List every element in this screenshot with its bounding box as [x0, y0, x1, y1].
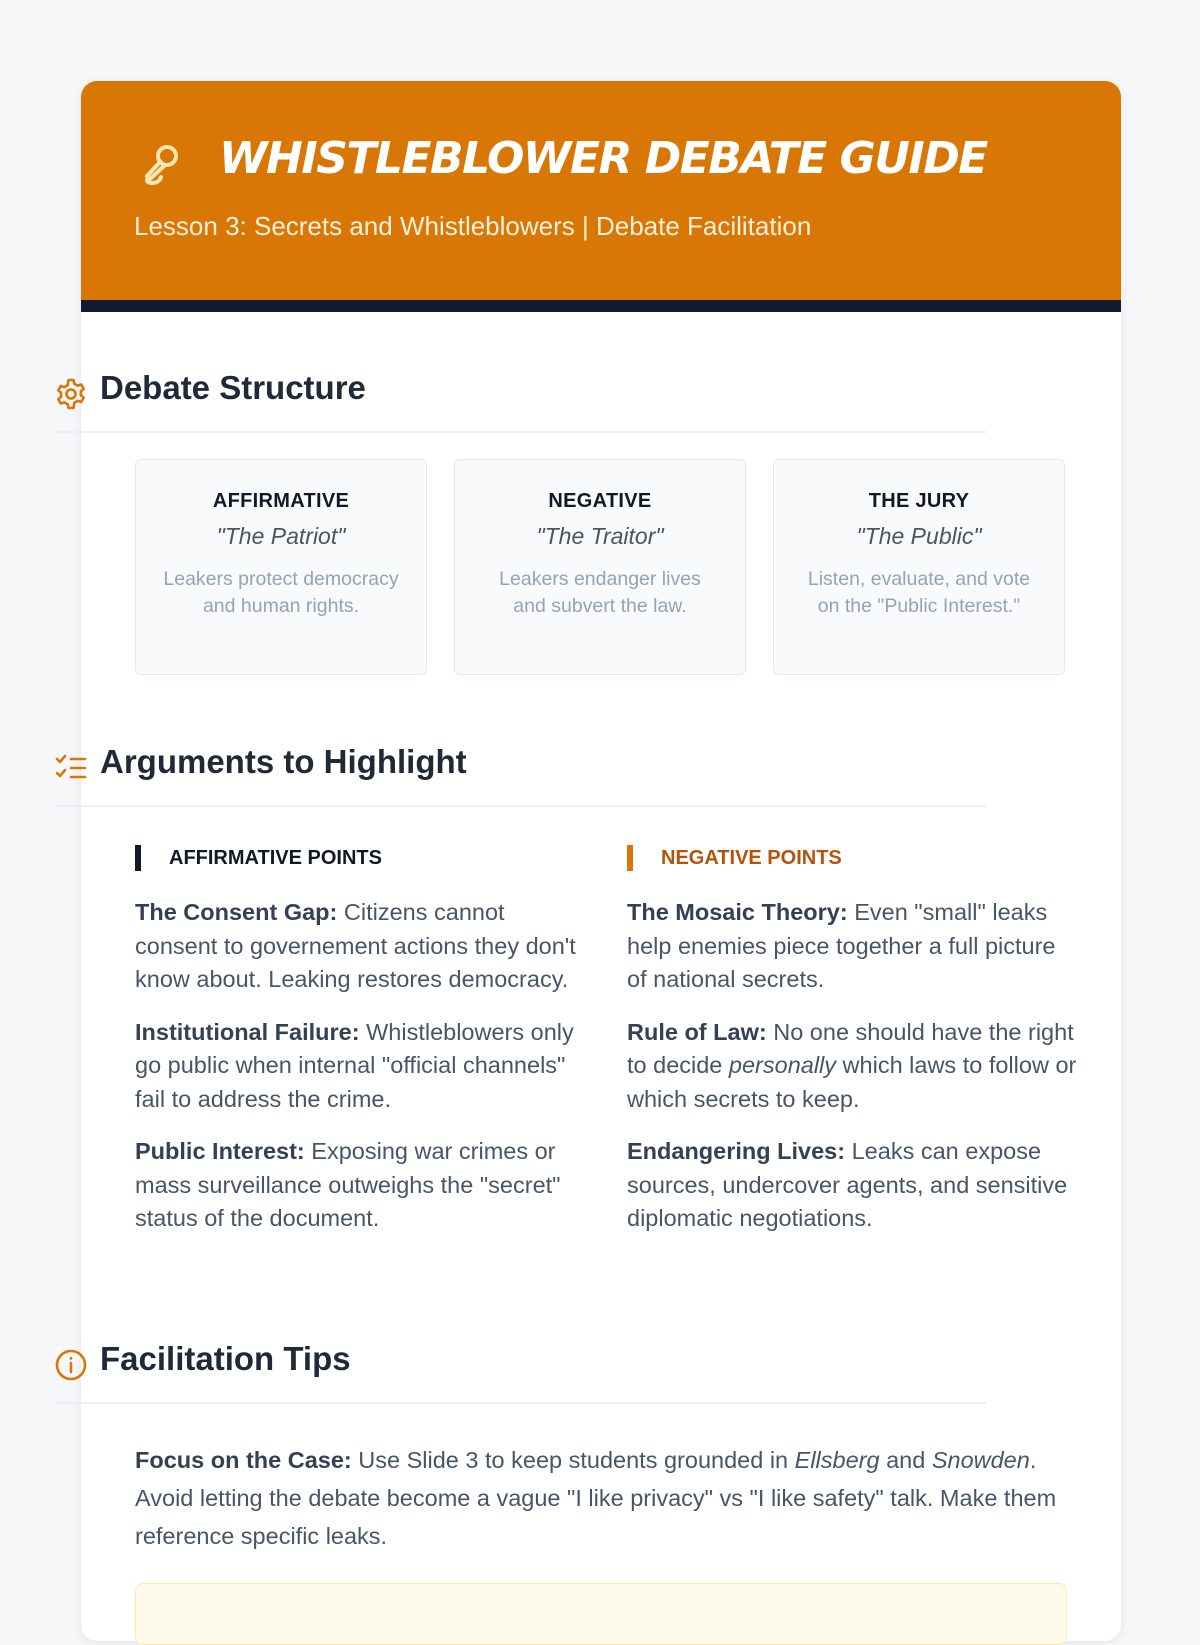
facilitation-tip-focus [135, 1441, 1075, 1555]
role-name: AFFIRMATIVE [212, 490, 350, 512]
negative-points-list [627, 896, 1077, 1255]
argument-label: The Consent Gap: [135, 899, 338, 925]
argument-text: Exposing war crimes or mass surveillance outweighs the "secret" status of the document. [135, 1138, 561, 1231]
gear-icon [54, 377, 88, 411]
tip-label: Focus on the Case: [135, 1447, 352, 1473]
argument-emphasis: personally [728, 1052, 837, 1078]
role-card-affirmative [135, 459, 427, 675]
role-description: Listen, evaluate, and vote on the "Public Interest." [807, 568, 1031, 617]
role-name: THE JURY [868, 490, 970, 512]
page-title: WHISTLEBLOWER DEBATE GUIDE [219, 133, 987, 184]
argument-text: Citizens cannot consent to governement actions they don't know about. Leaking restores democracy. [135, 899, 576, 992]
affirmative-points-heading: AFFIRMATIVE POINTS [135, 845, 382, 871]
section-arguments [54, 739, 986, 807]
argument-point [627, 1135, 1077, 1236]
affirmative-points-list [135, 896, 585, 1255]
role-nickname: "The Patriot" [216, 523, 346, 549]
role-name: NEGATIVE [548, 490, 652, 512]
tip-callout-box [135, 1583, 1067, 1645]
tip-text: and [879, 1447, 932, 1473]
argument-label: Public Interest: [135, 1138, 305, 1164]
section-debate-structure [54, 365, 986, 433]
argument-text: Even "small" leaks help enemies piece together a full picture of national secrets. [627, 899, 1056, 992]
section-title-arguments: Arguments to Highlight [100, 743, 467, 780]
argument-point [135, 896, 585, 997]
role-card-negative [454, 459, 746, 675]
argument-label: The Mosaic Theory: [627, 899, 848, 925]
page-subtitle: Lesson 3: Secrets and Whistleblowers | Debate Facilitation [134, 211, 812, 241]
role-card-jury [773, 459, 1065, 675]
role-description: Leakers endanger lives and subvert the law. [499, 568, 701, 617]
argument-label: Rule of Law: [627, 1018, 767, 1045]
argument-point [627, 896, 1077, 997]
argument-point [627, 1016, 1077, 1117]
argument-label: Institutional Failure: [135, 1018, 360, 1045]
argument-point [135, 1135, 585, 1236]
section-title-debate-structure: Debate Structure [100, 369, 366, 406]
argument-text: Leaks can expose sources, undercover agents, and sensitive diplomatic negotiations. [627, 1138, 1068, 1231]
tip-text: Use Slide 3 to keep students grounded in [351, 1447, 795, 1473]
guide-header [81, 81, 1121, 312]
microphone-icon [137, 139, 185, 187]
argument-point [135, 1016, 585, 1117]
negative-points-heading: NEGATIVE POINTS [627, 845, 842, 871]
tip-emphasis: Ellsberg [794, 1447, 880, 1473]
argument-text: No one should have the right to decide [627, 1018, 1074, 1078]
argument-text: which laws to follow or which secrets to keep. [627, 1052, 1077, 1112]
role-nickname: "The Public" [856, 523, 982, 549]
argument-label: Endangering Lives: [627, 1138, 846, 1164]
info-icon [54, 1348, 88, 1382]
tip-emphasis: Snowden [931, 1447, 1030, 1473]
checklist-icon [54, 751, 88, 785]
role-nickname: "The Traitor" [536, 523, 664, 549]
section-facilitation-tips [54, 1336, 986, 1404]
section-title-facilitation-tips: Facilitation Tips [100, 1340, 351, 1377]
role-description: Leakers protect democracy and human rights. [163, 568, 399, 617]
tip-text: . Avoid letting the debate become a vague "I like privacy" vs "I like safety" talk. Make them reference specific leaks. [135, 1447, 1057, 1549]
argument-text: Whistleblowers only go public when internal "official channels" fail to address the crime. [135, 1018, 574, 1112]
